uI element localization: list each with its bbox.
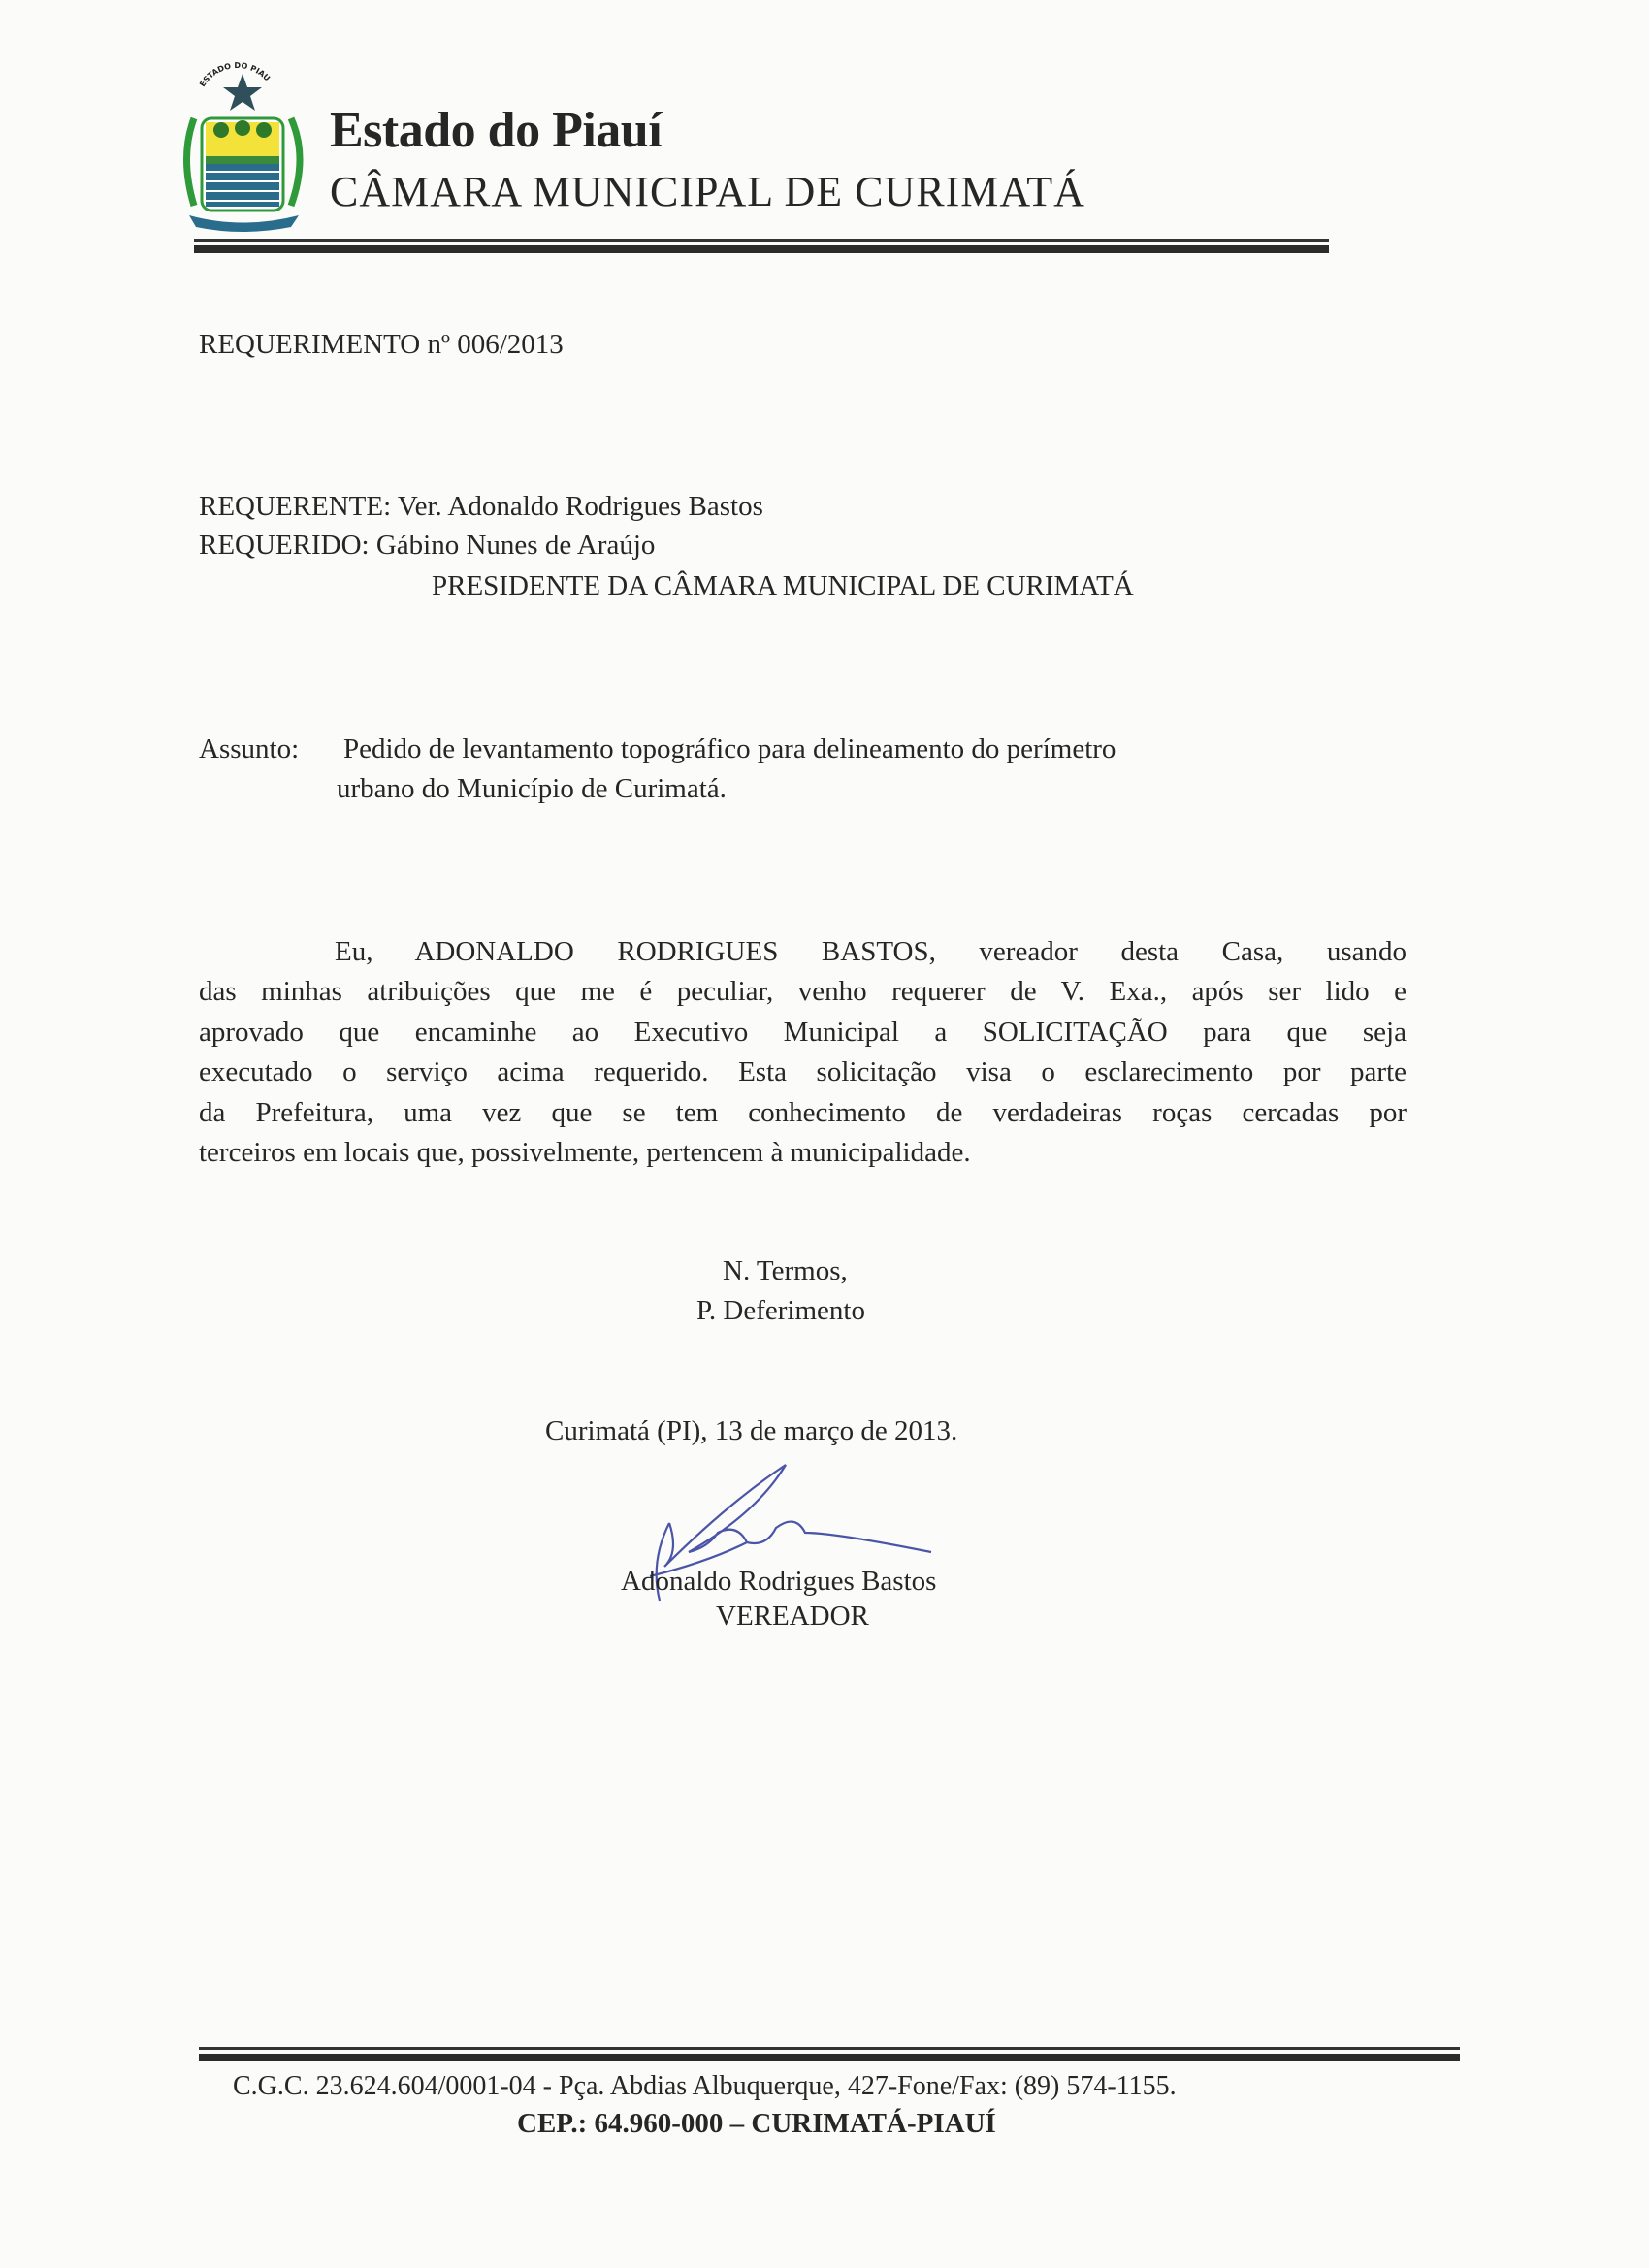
closing-termos: N. Termos, [723, 1255, 848, 1286]
svg-text:ESTADO DO PIAUÍ: ESTADO DO PIAU [198, 61, 273, 89]
requerido-title: PRESIDENTE DA CÂMARA MUNICIPAL DE CURIMATÁ [432, 570, 1134, 601]
place-date: Curimatá (PI), 13 de março de 2013. [545, 1415, 958, 1446]
body-line: executado o serviço acima requerido. Esta solicitação visa o esclarecimento por parte [199, 1056, 1406, 1087]
header-title: Estado do Piauí [330, 103, 663, 158]
requerente: REQUERENTE: Ver. Adonaldo Rodrigues Bastos [199, 491, 763, 522]
signer-role: VEREADOR [716, 1601, 869, 1632]
state-emblem-logo [175, 60, 315, 235]
header-divider [194, 239, 1329, 253]
signer-name: Adonaldo Rodrigues Bastos [621, 1566, 937, 1597]
body-line: da Prefeitura, uma vez que se tem conhecimento de verdadeiras roças cercadas por [199, 1097, 1406, 1128]
body-line: aprovado que encaminhe ao Executivo Municipal a SOLICITAÇÃO para que seja [199, 1017, 1406, 1048]
assunto-label: Assunto: [199, 733, 300, 764]
footer-divider [199, 2047, 1460, 2061]
body-line: das minhas atribuições que me é peculiar, venho requerer de V. Exa., após ser lido e [199, 976, 1406, 1007]
footer-address: C.G.C. 23.624.604/0001-04 - Pça. Abdias Albuquerque, 427-Fone/Fax: (89) 574-1155. [233, 2071, 1177, 2101]
body-line: Eu, ADONALDO RODRIGUES BASTOS, vereador desta Casa, usando [335, 936, 1406, 967]
header-subtitle: CÂMARA MUNICIPAL DE CURIMATÁ [330, 168, 1085, 215]
assunto-line: Pedido de levantamento topográfico para delineamento do perímetro [343, 733, 1116, 764]
document-number: REQUERIMENTO nº 006/2013 [199, 329, 564, 360]
body-line: terceiros em locais que, possivelmente, pertencem à municipalidade. [199, 1137, 971, 1168]
assunto-line: urbano do Município de Curimatá. [337, 773, 727, 804]
footer-cep: CEP.: 64.960-000 – CURIMATÁ-PIAUÍ [517, 2108, 996, 2139]
closing-deferimento: P. Deferimento [696, 1295, 865, 1326]
requerido: REQUERIDO: Gábino Nunes de Araújo [199, 530, 656, 561]
